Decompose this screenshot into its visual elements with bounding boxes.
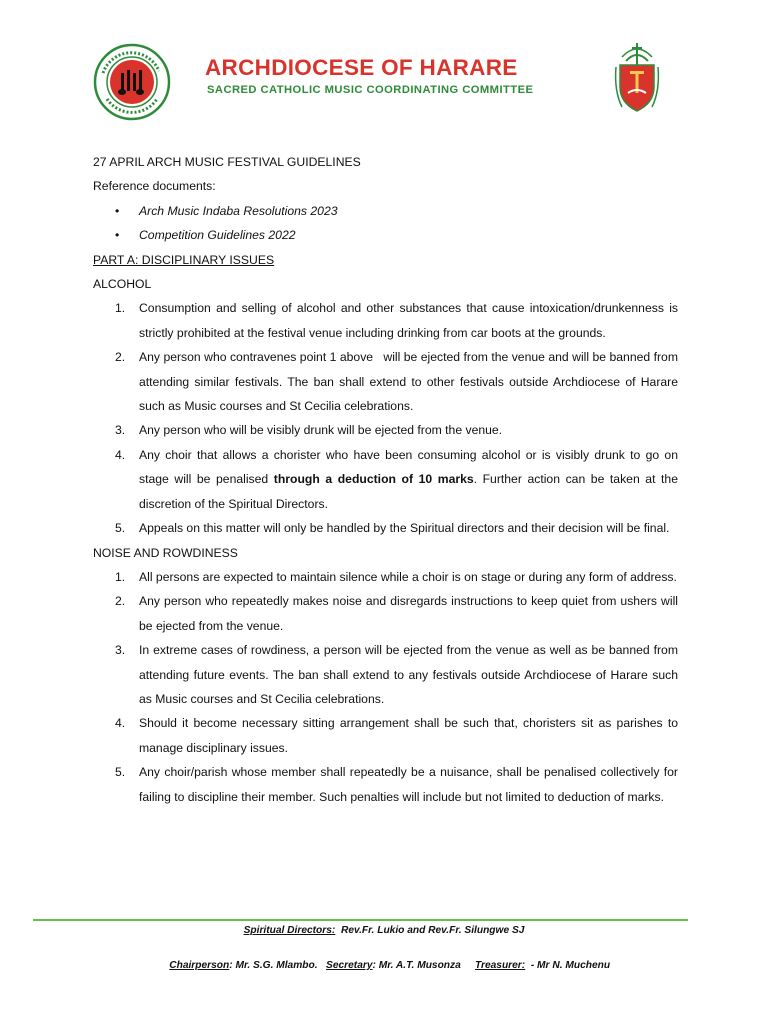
section-heading-noise: NOISE AND ROWDINESS	[93, 545, 238, 560]
noise-rules-list	[93, 565, 678, 809]
section-heading-alcohol: ALCOHOL	[93, 277, 152, 292]
list-item: 1. All persons are expected to maintain silence while a choir is on stage or during any form of address.	[115, 569, 677, 584]
alcohol-rules-list	[93, 296, 682, 540]
archdiocese-crest	[612, 41, 662, 115]
reference-list	[93, 199, 678, 248]
list-item: 4. Should it become necessary sitting arrangement shall be such that, choristers sit as parishes to manage disciplinary issues.	[115, 716, 678, 755]
reference-heading: Reference documents:	[93, 179, 216, 194]
music-ministry-logo	[93, 43, 171, 121]
footer-officers: Chairperson: Mr. S.G. Mlambo. Secretary: Mr. A.T. Musonza Treasurer: - Mr N. Muchenu	[169, 960, 611, 971]
org-subtitle: SACRED CATHOLIC MUSIC COORDINATING COMMITTEE	[207, 84, 534, 96]
part-heading: PART A: DISCIPLINARY ISSUES	[93, 252, 275, 267]
list-item: 2. Any person who repeatedly makes noise and disregards instructions to keep quiet from ushers will be ejected from the venue.	[115, 594, 678, 633]
reference-item: • Arch Music Indaba Resolutions 2023	[93, 199, 678, 223]
reference-item: • Competition Guidelines 2022	[93, 223, 678, 247]
bullet-icon: •	[115, 228, 120, 243]
org-title: ARCHDIOCESE OF HARARE	[205, 55, 518, 80]
document-body	[93, 150, 682, 809]
list-item: 2. Any person who contravenes point 1 above will be ejected from the venue and will be banned from attending similar festivals. The ban shall extend to other festivals outside Archdiocese of Harare such as Music courses and St Cecilia celebrations.	[115, 350, 682, 414]
list-item: 5. Any choir/parish whose member shall repeatedly be a nuisance, shall be penalised collectively for failing to discipline their member. Such penalties will include but not limited to deduction of marks.	[115, 765, 678, 804]
list-item: 3. Any person who will be visibly drunk will be ejected from the venue.	[115, 423, 503, 438]
list-item: 5. Appeals on this matter will only be handled by the Spiritual directors and their decision will be final.	[115, 521, 670, 536]
document-title: 27 APRIL ARCH MUSIC FESTIVAL GUIDELINES	[93, 155, 361, 169]
footer-divider	[33, 919, 688, 921]
list-item: 4. Any choir that allows a chorister who have been consuming alcohol or is visibly drunk to go on stage will be penalised through a deduction of 10 marks. Further action can be taken at the discretion of the Spiritual Directors.	[115, 447, 678, 511]
list-item: 1. Consumption and selling of alcohol and other substances that cause intoxication/drunkenness is strictly prohibited at the festival venue including drinking from car boots at the grounds.	[115, 301, 678, 340]
list-item: 3. In extreme cases of rowdiness, a person will be ejected from the venue as well as be banned from attending future events. The ban shall extend to any festivals outside Archdiocese of Harare such as Music courses and St Cecilia celebrations.	[115, 643, 678, 706]
footer-spiritual-directors: Spiritual Directors: Rev.Fr. Lukio and Rev.Fr. Silungwe SJ	[243, 925, 525, 936]
penalty-emphasis: through a deduction of 10 marks	[273, 472, 474, 487]
bullet-icon: •	[115, 203, 120, 218]
